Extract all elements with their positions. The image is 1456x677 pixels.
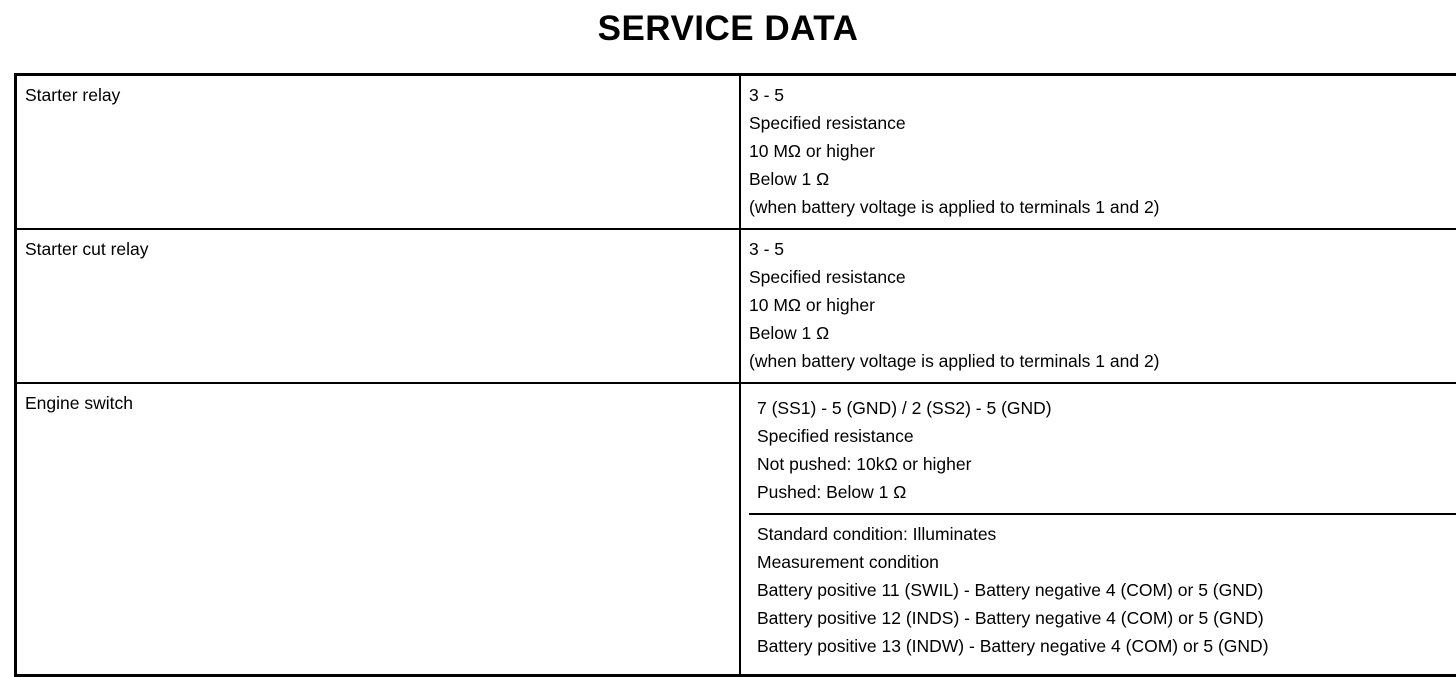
row-label: Starter relay xyxy=(25,81,731,109)
row-label-cell xyxy=(16,383,741,676)
value-line: Below 1 Ω xyxy=(749,165,1456,193)
page-title: SERVICE DATA xyxy=(0,8,1456,50)
row-label: Engine switch xyxy=(25,389,731,417)
value-line: Pushed: Below 1 Ω xyxy=(757,478,1456,506)
table-row xyxy=(16,229,1456,383)
value-subcell-resistance xyxy=(749,389,1456,515)
row-label-cell xyxy=(16,75,741,230)
value-line: 10 MΩ or higher xyxy=(749,137,1456,165)
service-data-table xyxy=(14,73,1456,677)
value-line: Battery positive 13 (INDW) - Battery negative 4 (COM) or 5 (GND) xyxy=(757,632,1456,660)
value-line: Specified resistance xyxy=(757,422,1456,450)
row-value-cell xyxy=(740,229,1456,383)
value-line: 10 MΩ or higher xyxy=(749,291,1456,319)
value-line: 3 - 5 xyxy=(749,81,1456,109)
row-value-cell xyxy=(740,75,1456,230)
value-line: Specified resistance xyxy=(749,263,1456,291)
value-line: Not pushed: 10kΩ or higher xyxy=(757,450,1456,478)
value-line: Battery positive 12 (INDS) - Battery negative 4 (COM) or 5 (GND) xyxy=(757,604,1456,632)
value-subcell-illumination xyxy=(749,515,1456,667)
row-label-cell xyxy=(16,229,741,383)
table-row xyxy=(16,383,1456,676)
value-line: Standard condition: Illuminates xyxy=(757,520,1456,548)
row-label: Starter cut relay xyxy=(25,235,731,263)
value-line: 3 - 5 xyxy=(749,235,1456,263)
document-page xyxy=(0,8,1456,672)
row-value-cell xyxy=(740,383,1456,676)
service-data-table-container xyxy=(14,73,1442,677)
value-line: Battery positive 11 (SWIL) - Battery negative 4 (COM) or 5 (GND) xyxy=(757,576,1456,604)
table-row xyxy=(16,75,1456,230)
value-line: Below 1 Ω xyxy=(749,319,1456,347)
value-line: 7 (SS1) - 5 (GND) / 2 (SS2) - 5 (GND) xyxy=(757,394,1456,422)
value-line: (when battery voltage is applied to terminals 1 and 2) xyxy=(749,347,1456,375)
value-line: (when battery voltage is applied to terminals 1 and 2) xyxy=(749,193,1456,221)
value-line: Measurement condition xyxy=(757,548,1456,576)
value-line: Specified resistance xyxy=(749,109,1456,137)
